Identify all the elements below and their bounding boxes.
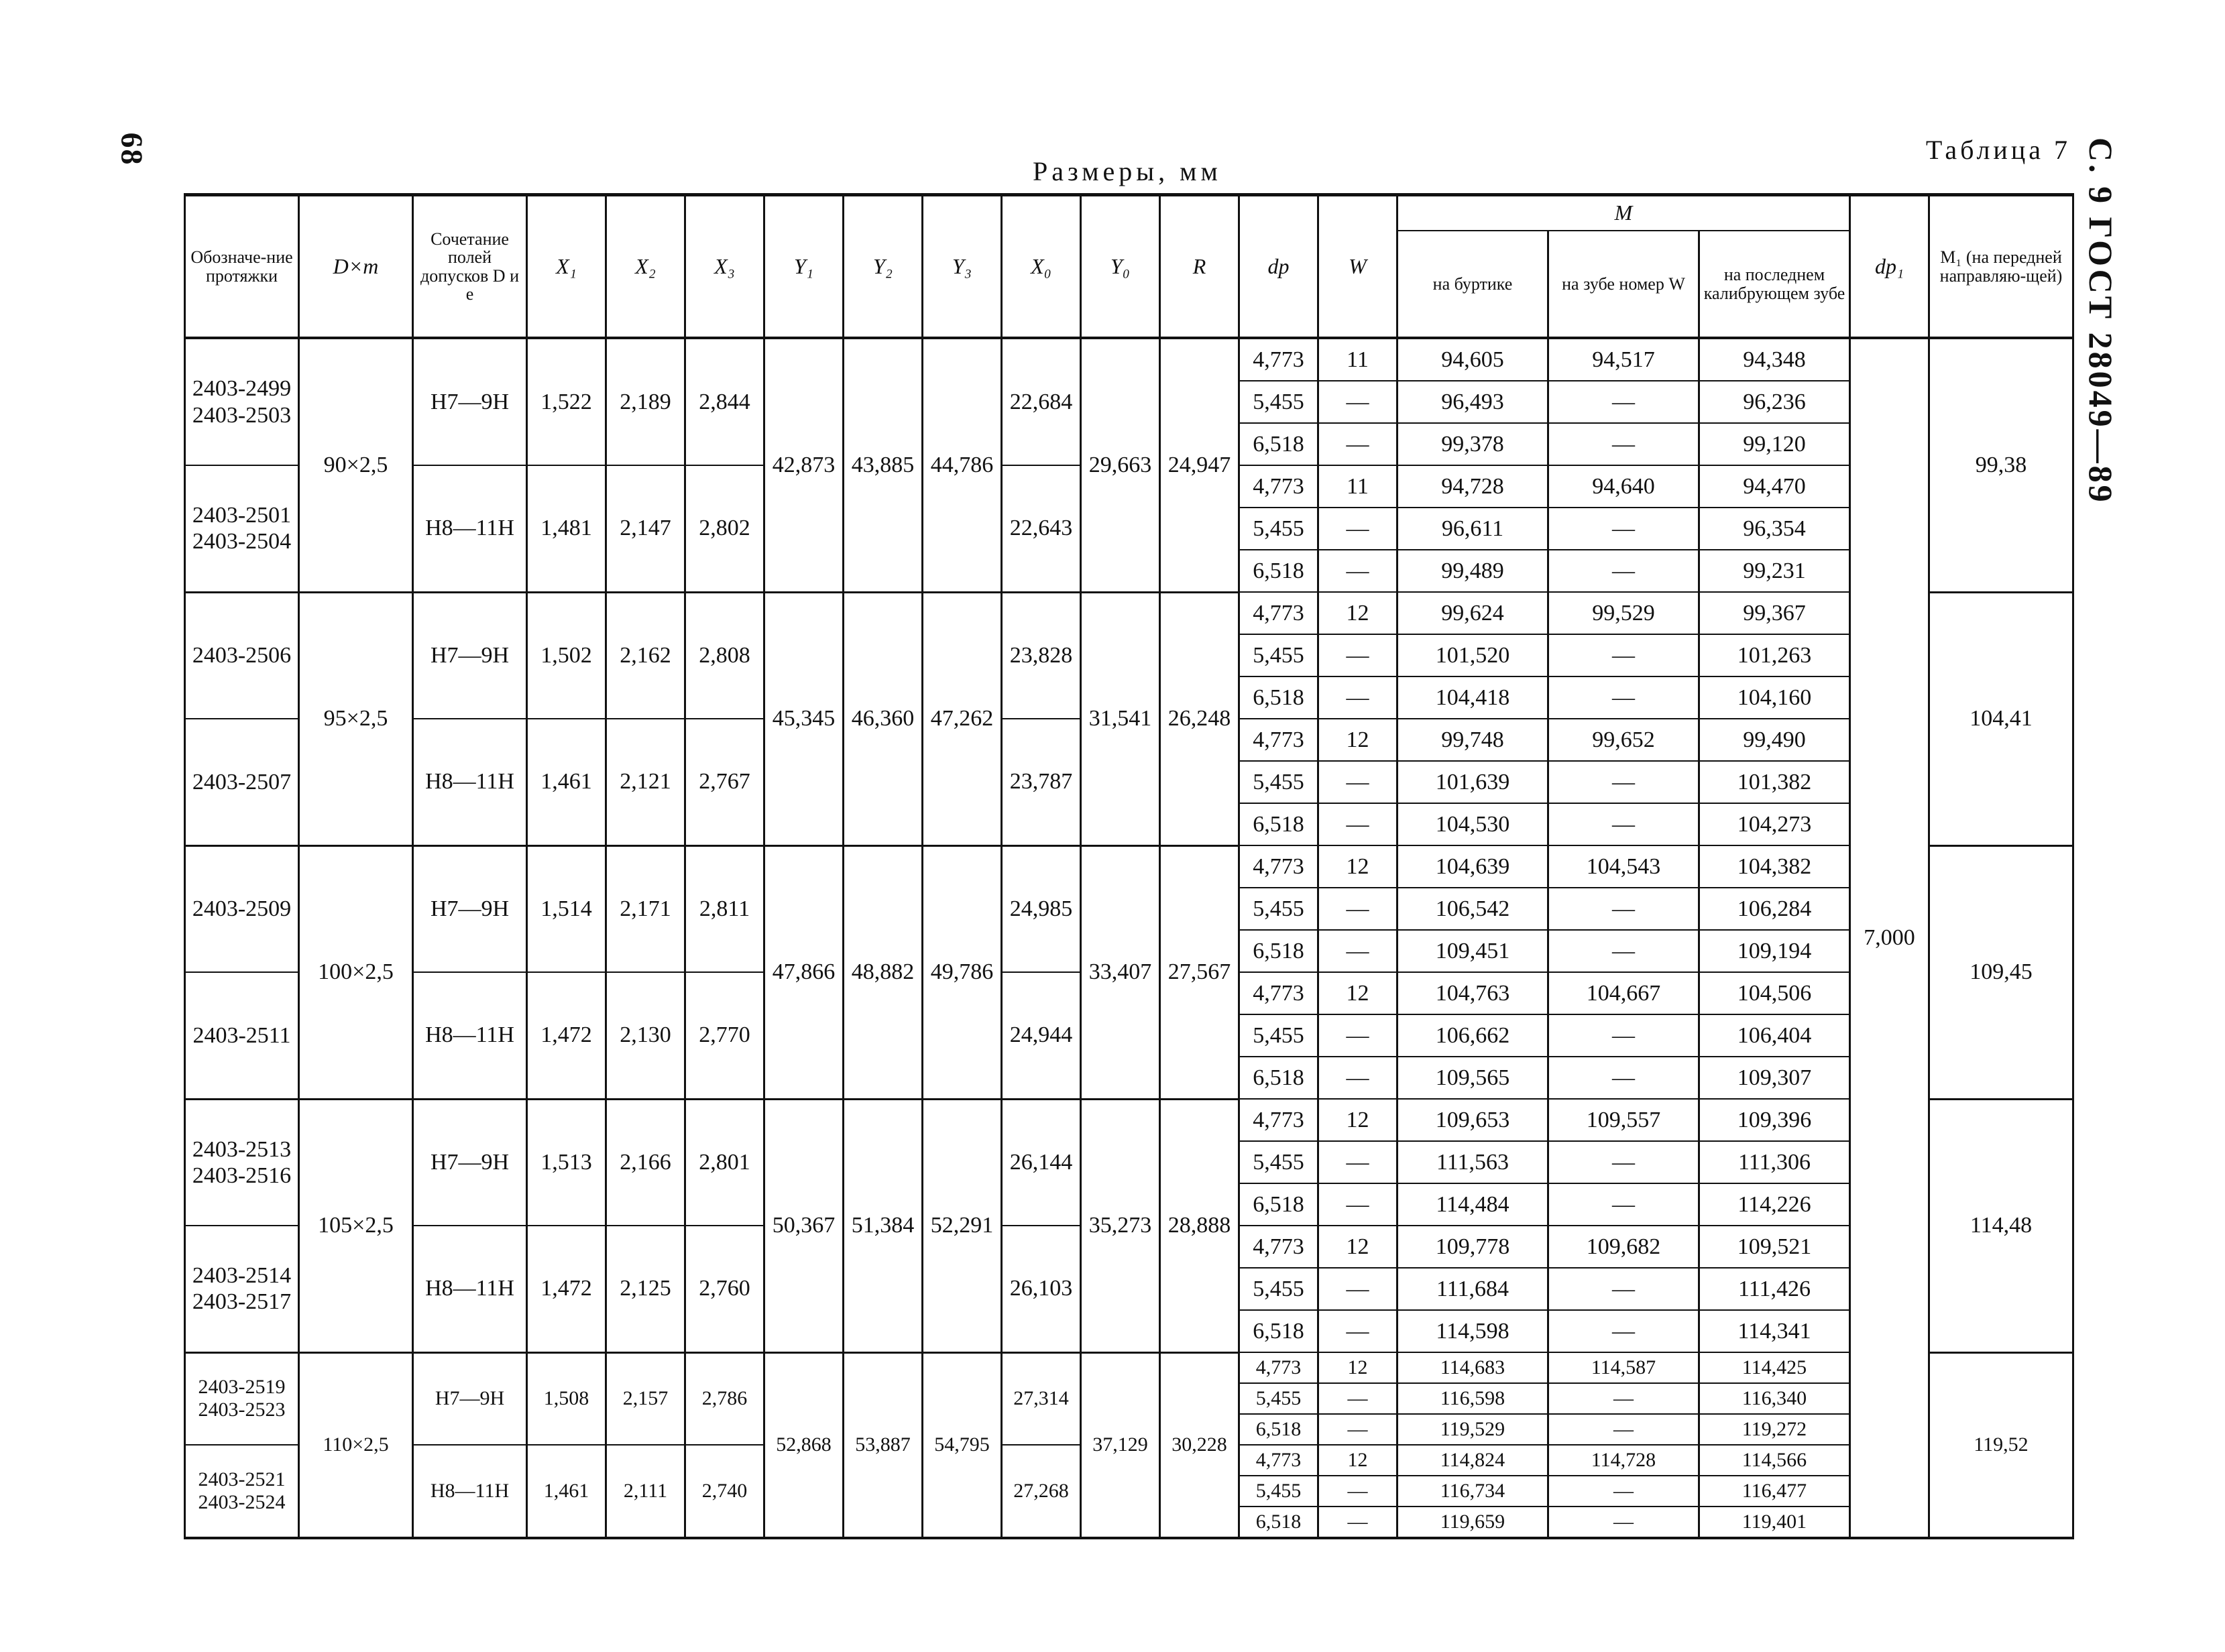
w-cell: 12 <box>1318 719 1397 761</box>
designation-code: 2403-2514 <box>192 1263 292 1289</box>
m-collar-cell: 104,418 <box>1397 676 1548 719</box>
dp-cell: 5,455 <box>1239 1141 1318 1183</box>
r-cell: 30,228 <box>1160 1352 1239 1538</box>
table-row <box>185 1352 2073 1383</box>
m-last-cell: 114,566 <box>1699 1445 1850 1476</box>
y0-cell: 33,407 <box>1081 845 1160 1099</box>
m-collar-cell: 111,684 <box>1397 1268 1548 1310</box>
fit-cell: H7—9H <box>413 1352 527 1445</box>
m-collar-cell: 109,778 <box>1397 1226 1548 1268</box>
w-cell: — <box>1318 381 1397 423</box>
m1-cell: 99,38 <box>1929 338 2073 592</box>
w-cell: — <box>1318 634 1397 676</box>
y2-cell: 53,887 <box>844 1352 923 1538</box>
header-y2: Y₂ <box>844 195 923 339</box>
m-last-cell: 99,120 <box>1699 423 1850 465</box>
y3-cell: 44,786 <box>923 338 1002 592</box>
m-last-cell: 101,382 <box>1699 761 1850 803</box>
header-fit: Сочетание полей допусков D и e <box>413 195 527 339</box>
x1-cell: 1,481 <box>527 465 606 592</box>
m-tooth-cell: — <box>1548 1414 1699 1445</box>
x1-cell: 1,461 <box>527 719 606 845</box>
m-last-cell: 94,470 <box>1699 465 1850 508</box>
m-last-cell: 104,160 <box>1699 676 1850 719</box>
w-cell: — <box>1318 1310 1397 1352</box>
m-last-cell: 109,307 <box>1699 1057 1850 1099</box>
x1-cell: 1,508 <box>527 1352 606 1445</box>
m1-cell: 109,45 <box>1929 845 2073 1099</box>
x2-cell: 2,189 <box>606 338 685 465</box>
w-cell: — <box>1318 1268 1397 1310</box>
designation-code: 2403-2506 <box>192 643 292 668</box>
m-tooth-cell: — <box>1548 930 1699 972</box>
designation-code: 2403-2516 <box>192 1163 292 1188</box>
header-x2: X₂ <box>606 195 685 339</box>
m-last-cell: 99,231 <box>1699 550 1850 592</box>
m-last-cell: 104,506 <box>1699 972 1850 1014</box>
header-m-collar: на буртике <box>1397 231 1548 338</box>
designation-code: 2403-2523 <box>198 1399 286 1421</box>
y1-cell: 47,866 <box>764 845 844 1099</box>
m-tooth-cell: — <box>1548 888 1699 930</box>
m-tooth-cell: 104,543 <box>1548 845 1699 888</box>
fit-cell: H8—11H <box>413 1445 527 1538</box>
m-tooth-cell: 99,529 <box>1548 592 1699 634</box>
y0-cell: 31,541 <box>1081 592 1160 845</box>
x2-cell: 2,111 <box>606 1445 685 1538</box>
x2-cell: 2,121 <box>606 719 685 845</box>
x3-cell: 2,844 <box>685 338 764 465</box>
w-cell: — <box>1318 1476 1397 1507</box>
m-last-cell: 99,490 <box>1699 719 1850 761</box>
w-cell: 12 <box>1318 592 1397 634</box>
w-cell: — <box>1318 1183 1397 1226</box>
designation-code: 2403-2521 <box>198 1468 286 1490</box>
designation-cell <box>185 845 299 972</box>
y3-cell: 49,786 <box>923 845 1002 1099</box>
x0-cell: 22,643 <box>1002 465 1081 592</box>
m-collar-cell: 119,659 <box>1397 1507 1548 1538</box>
y3-cell: 54,795 <box>923 1352 1002 1538</box>
r-cell: 24,947 <box>1160 338 1239 592</box>
y0-cell: 29,663 <box>1081 338 1160 592</box>
m-collar-cell: 99,624 <box>1397 592 1548 634</box>
r-cell: 26,248 <box>1160 592 1239 845</box>
x0-cell: 27,268 <box>1002 1445 1081 1538</box>
dp-cell: 4,773 <box>1239 1352 1318 1383</box>
m-tooth-cell: 94,517 <box>1548 338 1699 381</box>
w-cell: — <box>1318 1014 1397 1057</box>
m-collar-cell: 104,530 <box>1397 803 1548 845</box>
w-cell: — <box>1318 761 1397 803</box>
m-tooth-cell: — <box>1548 676 1699 719</box>
table-row <box>185 338 2073 381</box>
m-tooth-cell: — <box>1548 423 1699 465</box>
w-cell: — <box>1318 508 1397 550</box>
m-last-cell: 101,263 <box>1699 634 1850 676</box>
dp-cell: 4,773 <box>1239 719 1318 761</box>
dxm-cell: 95×2,5 <box>299 592 413 845</box>
dp-cell: 6,518 <box>1239 803 1318 845</box>
designation-code: 2403-2499 <box>192 376 292 402</box>
dp-cell: 6,518 <box>1239 1310 1318 1352</box>
header-x1: X₁ <box>527 195 606 339</box>
header-dp1: dр₁ <box>1850 195 1929 339</box>
x0-cell: 26,144 <box>1002 1099 1081 1226</box>
dp-cell: 5,455 <box>1239 508 1318 550</box>
designation-cell <box>185 1352 299 1445</box>
x0-cell: 23,828 <box>1002 592 1081 719</box>
m-tooth-cell: — <box>1548 1141 1699 1183</box>
m1-cell: 119,52 <box>1929 1352 2073 1538</box>
w-cell: — <box>1318 1057 1397 1099</box>
m-collar-cell: 106,542 <box>1397 888 1548 930</box>
y0-cell: 35,273 <box>1081 1099 1160 1352</box>
w-cell: — <box>1318 803 1397 845</box>
dp-cell: 4,773 <box>1239 465 1318 508</box>
x0-cell: 27,314 <box>1002 1352 1081 1445</box>
y3-cell: 47,262 <box>923 592 1002 845</box>
w-cell: 11 <box>1318 465 1397 508</box>
dp-cell: 5,455 <box>1239 381 1318 423</box>
m-collar-cell: 94,728 <box>1397 465 1548 508</box>
m-collar-cell: 99,748 <box>1397 719 1548 761</box>
page-number: 68 <box>115 132 150 166</box>
m-collar-cell: 114,683 <box>1397 1352 1548 1383</box>
designation-code: 2403-2524 <box>198 1491 286 1513</box>
r-cell: 28,888 <box>1160 1099 1239 1352</box>
dp1-cell: 7,000 <box>1850 338 1929 1538</box>
m-collar-cell: 109,451 <box>1397 930 1548 972</box>
dp-cell: 4,773 <box>1239 972 1318 1014</box>
m-collar-cell: 96,611 <box>1397 508 1548 550</box>
designation-cell <box>185 972 299 1099</box>
w-cell: 12 <box>1318 1352 1397 1383</box>
w-cell: 12 <box>1318 1099 1397 1141</box>
designation-cell <box>185 465 299 592</box>
m-last-cell: 114,425 <box>1699 1352 1850 1383</box>
dp-cell: 5,455 <box>1239 1383 1318 1414</box>
dp-cell: 5,455 <box>1239 634 1318 676</box>
w-cell: — <box>1318 930 1397 972</box>
header-w: W <box>1318 195 1397 339</box>
dp-cell: 4,773 <box>1239 1099 1318 1141</box>
fit-cell: H7—9H <box>413 592 527 719</box>
x2-cell: 2,125 <box>606 1226 685 1352</box>
m-tooth-cell: — <box>1548 803 1699 845</box>
m-collar-cell: 116,598 <box>1397 1383 1548 1414</box>
x3-cell: 2,786 <box>685 1352 764 1445</box>
designation-code: 2403-2519 <box>198 1375 286 1398</box>
header-y3: Y₃ <box>923 195 1002 339</box>
m-last-cell: 96,354 <box>1699 508 1850 550</box>
m-tooth-cell: 114,728 <box>1548 1445 1699 1476</box>
m-last-cell: 96,236 <box>1699 381 1850 423</box>
designation-code: 2403-2517 <box>192 1289 292 1315</box>
x3-cell: 2,811 <box>685 845 764 972</box>
m-tooth-cell: 114,587 <box>1548 1352 1699 1383</box>
m-last-cell: 99,367 <box>1699 592 1850 634</box>
m-collar-cell: 111,563 <box>1397 1141 1548 1183</box>
table-label: Таблица 7 <box>1925 135 2071 165</box>
dxm-cell: 105×2,5 <box>299 1099 413 1352</box>
x0-cell: 24,944 <box>1002 972 1081 1099</box>
m-tooth-cell: 99,652 <box>1548 719 1699 761</box>
y1-cell: 42,873 <box>764 338 844 592</box>
m-tooth-cell: — <box>1548 1014 1699 1057</box>
w-cell: — <box>1318 1507 1397 1538</box>
m-collar-cell: 99,489 <box>1397 550 1548 592</box>
header-r: R <box>1160 195 1239 339</box>
standard-title: С. 9 ГОСТ 28049—89 <box>2082 137 2120 505</box>
m-collar-cell: 101,639 <box>1397 761 1548 803</box>
m1-cell: 104,41 <box>1929 592 2073 845</box>
dp-cell: 5,455 <box>1239 888 1318 930</box>
m-collar-cell: 116,734 <box>1397 1476 1548 1507</box>
designation-cell <box>185 1226 299 1352</box>
w-cell: 12 <box>1318 972 1397 1014</box>
m-last-cell: 104,273 <box>1699 803 1850 845</box>
header-m-tooth: на зубе номер W <box>1548 231 1699 338</box>
x1-cell: 1,513 <box>527 1099 606 1226</box>
header-m-last: на последнем калибрующем зубе <box>1699 231 1850 338</box>
dp-cell: 6,518 <box>1239 1057 1318 1099</box>
table-row <box>185 1099 2073 1141</box>
m-collar-cell: 104,763 <box>1397 972 1548 1014</box>
header-y1: Y₁ <box>764 195 844 339</box>
designation-cell <box>185 719 299 845</box>
dxm-cell: 110×2,5 <box>299 1352 413 1538</box>
w-cell: 12 <box>1318 1445 1397 1476</box>
x2-cell: 2,130 <box>606 972 685 1099</box>
m-collar-cell: 109,565 <box>1397 1057 1548 1099</box>
x2-cell: 2,147 <box>606 465 685 592</box>
dp-cell: 6,518 <box>1239 1507 1318 1538</box>
dp-cell: 4,773 <box>1239 1226 1318 1268</box>
dp-cell: 6,518 <box>1239 423 1318 465</box>
w-cell: — <box>1318 423 1397 465</box>
dp-cell: 4,773 <box>1239 845 1318 888</box>
m-tooth-cell: — <box>1548 1310 1699 1352</box>
designation-code: 2403-2513 <box>192 1136 292 1162</box>
header-m1: M₁ (на передней направляю-щей) <box>1929 195 2073 339</box>
m-collar-cell: 94,605 <box>1397 338 1548 381</box>
m1-cell: 114,48 <box>1929 1099 2073 1352</box>
fit-cell: H7—9H <box>413 338 527 465</box>
header-designation: Обозначе-ние протяжки <box>185 195 299 339</box>
m-tooth-cell: 104,667 <box>1548 972 1699 1014</box>
m-last-cell: 116,340 <box>1699 1383 1850 1414</box>
dxm-cell: 90×2,5 <box>299 338 413 592</box>
x1-cell: 1,502 <box>527 592 606 719</box>
m-tooth-cell: — <box>1548 1057 1699 1099</box>
m-last-cell: 111,306 <box>1699 1141 1850 1183</box>
m-tooth-cell: — <box>1548 761 1699 803</box>
x3-cell: 2,808 <box>685 592 764 719</box>
m-tooth-cell: — <box>1548 508 1699 550</box>
designation-cell <box>185 592 299 719</box>
header-dp: dр <box>1239 195 1318 339</box>
y1-cell: 52,868 <box>764 1352 844 1538</box>
x3-cell: 2,740 <box>685 1445 764 1538</box>
x3-cell: 2,802 <box>685 465 764 592</box>
m-collar-cell: 99,378 <box>1397 423 1548 465</box>
designation-cell <box>185 1445 299 1538</box>
w-cell: — <box>1318 676 1397 719</box>
w-cell: — <box>1318 888 1397 930</box>
m-tooth-cell: 109,557 <box>1548 1099 1699 1141</box>
m-last-cell: 104,382 <box>1699 845 1850 888</box>
m-tooth-cell: — <box>1548 550 1699 592</box>
m-last-cell: 109,396 <box>1699 1099 1850 1141</box>
fit-cell: H8—11H <box>413 719 527 845</box>
header-x3: X₃ <box>685 195 764 339</box>
m-last-cell: 109,521 <box>1699 1226 1850 1268</box>
m-collar-cell: 104,639 <box>1397 845 1548 888</box>
designation-code: 2403-2509 <box>192 896 292 922</box>
x2-cell: 2,171 <box>606 845 685 972</box>
dp-cell: 4,773 <box>1239 592 1318 634</box>
dp-cell: 6,518 <box>1239 1183 1318 1226</box>
m-collar-cell: 109,653 <box>1397 1099 1548 1141</box>
x3-cell: 2,770 <box>685 972 764 1099</box>
x2-cell: 2,166 <box>606 1099 685 1226</box>
m-last-cell: 114,341 <box>1699 1310 1850 1352</box>
x1-cell: 1,472 <box>527 1226 606 1352</box>
dp-cell: 4,773 <box>1239 338 1318 381</box>
m-collar-cell: 101,520 <box>1397 634 1548 676</box>
x0-cell: 22,684 <box>1002 338 1081 465</box>
w-cell: — <box>1318 1414 1397 1445</box>
designation-code: 2403-2501 <box>192 503 292 528</box>
header-m: M <box>1397 195 1850 231</box>
table-row <box>185 845 2073 888</box>
x0-cell: 24,985 <box>1002 845 1081 972</box>
m-last-cell: 119,401 <box>1699 1507 1850 1538</box>
m-last-cell: 116,477 <box>1699 1476 1850 1507</box>
designation-cell <box>185 338 299 465</box>
fit-cell: H7—9H <box>413 1099 527 1226</box>
header-dxm: D×m <box>299 195 413 339</box>
m-tooth-cell: — <box>1548 1476 1699 1507</box>
broach-dimensions-table <box>184 193 2074 1539</box>
dp-cell: 6,518 <box>1239 676 1318 719</box>
m-tooth-cell: — <box>1548 1383 1699 1414</box>
m-tooth-cell: 94,640 <box>1548 465 1699 508</box>
table-row <box>185 592 2073 634</box>
x0-cell: 23,787 <box>1002 719 1081 845</box>
w-cell: — <box>1318 1383 1397 1414</box>
x3-cell: 2,760 <box>685 1226 764 1352</box>
dp-cell: 6,518 <box>1239 1414 1318 1445</box>
m-last-cell: 114,226 <box>1699 1183 1850 1226</box>
w-cell: — <box>1318 1141 1397 1183</box>
m-collar-cell: 114,484 <box>1397 1183 1548 1226</box>
m-tooth-cell: — <box>1548 1183 1699 1226</box>
dp-cell: 5,455 <box>1239 1268 1318 1310</box>
y2-cell: 48,882 <box>844 845 923 1099</box>
x3-cell: 2,767 <box>685 719 764 845</box>
y3-cell: 52,291 <box>923 1099 1002 1352</box>
fit-cell: H8—11H <box>413 972 527 1099</box>
table-body <box>185 338 2073 1538</box>
dxm-cell: 100×2,5 <box>299 845 413 1099</box>
dp-cell: 6,518 <box>1239 930 1318 972</box>
units-caption: Размеры, мм <box>1033 156 1222 186</box>
m-tooth-cell: — <box>1548 634 1699 676</box>
r-cell: 27,567 <box>1160 845 1239 1099</box>
x3-cell: 2,801 <box>685 1099 764 1226</box>
m-last-cell: 119,272 <box>1699 1414 1850 1445</box>
designation-cell <box>185 1099 299 1226</box>
y2-cell: 51,384 <box>844 1099 923 1352</box>
dp-cell: 5,455 <box>1239 1014 1318 1057</box>
designation-code: 2403-2503 <box>192 402 292 428</box>
m-collar-cell: 114,824 <box>1397 1445 1548 1476</box>
m-tooth-cell: 109,682 <box>1548 1226 1699 1268</box>
x1-cell: 1,472 <box>527 972 606 1099</box>
m-collar-cell: 96,493 <box>1397 381 1548 423</box>
dp-cell: 5,455 <box>1239 761 1318 803</box>
x2-cell: 2,162 <box>606 592 685 719</box>
y1-cell: 50,367 <box>764 1099 844 1352</box>
w-cell: 12 <box>1318 1226 1397 1268</box>
y2-cell: 43,885 <box>844 338 923 592</box>
m-last-cell: 109,194 <box>1699 930 1850 972</box>
header-x0: X₀ <box>1002 195 1081 339</box>
fit-cell: H8—11H <box>413 1226 527 1352</box>
y2-cell: 46,360 <box>844 592 923 845</box>
dp-cell: 6,518 <box>1239 550 1318 592</box>
designation-code: 2403-2507 <box>192 769 292 794</box>
dp-cell: 4,773 <box>1239 1445 1318 1476</box>
fit-cell: H7—9H <box>413 845 527 972</box>
m-tooth-cell: — <box>1548 1268 1699 1310</box>
m-collar-cell: 114,598 <box>1397 1310 1548 1352</box>
m-last-cell: 111,426 <box>1699 1268 1850 1310</box>
x2-cell: 2,157 <box>606 1352 685 1445</box>
fit-cell: H8—11H <box>413 465 527 592</box>
x1-cell: 1,522 <box>527 338 606 465</box>
y1-cell: 45,345 <box>764 592 844 845</box>
m-last-cell: 94,348 <box>1699 338 1850 381</box>
m-tooth-cell: — <box>1548 1507 1699 1538</box>
designation-code: 2403-2511 <box>192 1022 291 1048</box>
m-collar-cell: 119,529 <box>1397 1414 1548 1445</box>
x1-cell: 1,461 <box>527 1445 606 1538</box>
y0-cell: 37,129 <box>1081 1352 1160 1538</box>
dp-cell: 5,455 <box>1239 1476 1318 1507</box>
m-last-cell: 106,404 <box>1699 1014 1850 1057</box>
x0-cell: 26,103 <box>1002 1226 1081 1352</box>
header-y0: Y₀ <box>1081 195 1160 339</box>
x1-cell: 1,514 <box>527 845 606 972</box>
designation-code: 2403-2504 <box>192 529 292 554</box>
m-last-cell: 106,284 <box>1699 888 1850 930</box>
w-cell: — <box>1318 550 1397 592</box>
w-cell: 11 <box>1318 338 1397 381</box>
m-collar-cell: 106,662 <box>1397 1014 1548 1057</box>
m-tooth-cell: — <box>1548 381 1699 423</box>
w-cell: 12 <box>1318 845 1397 888</box>
